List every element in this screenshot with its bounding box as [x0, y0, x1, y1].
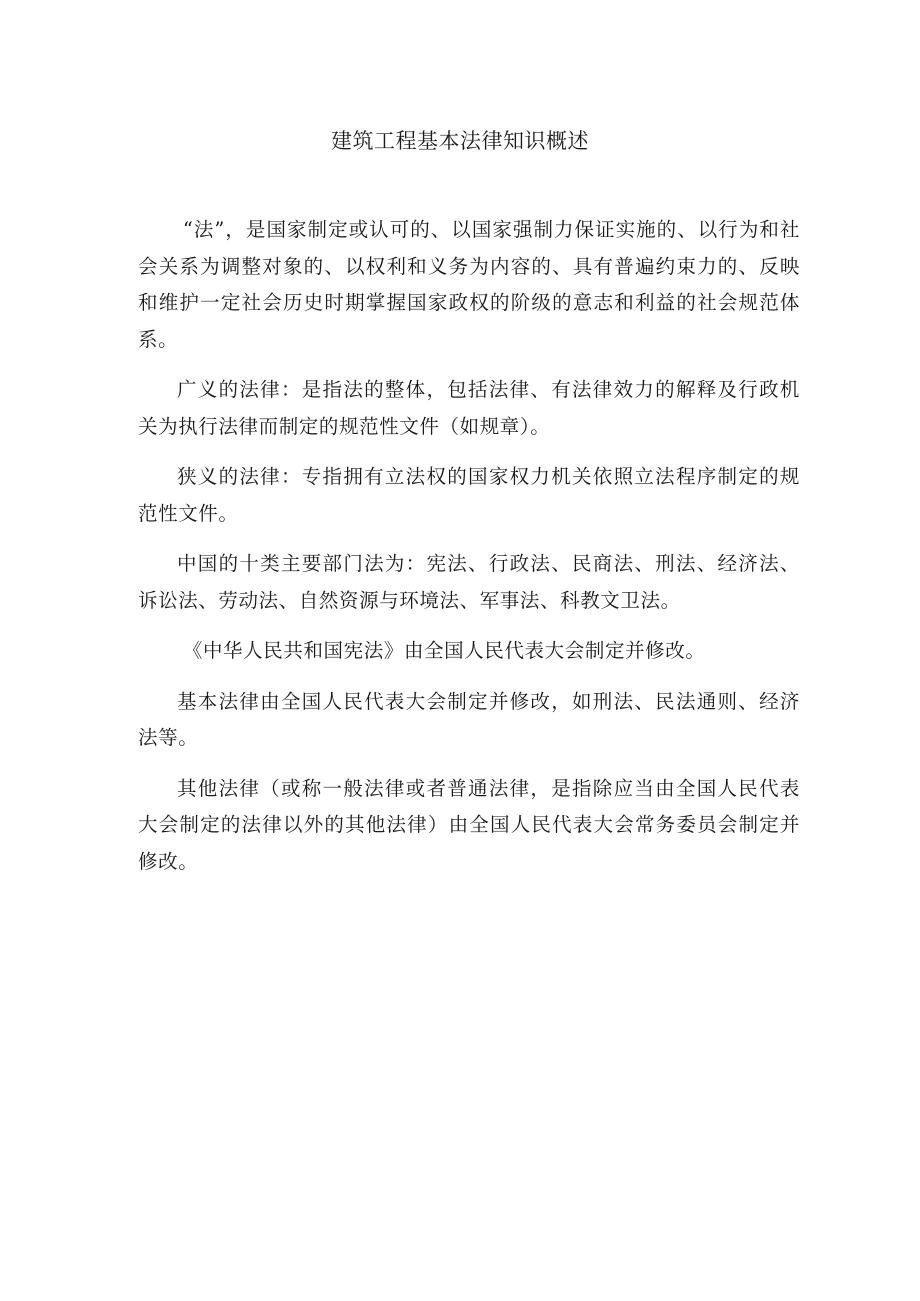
paragraph-department-laws: 中国的十类主要部门法为：宪法、行政法、民商法、刑法、经济法、诉讼法、劳动法、自然资源与环境法、军事法、科教文卫法。: [138, 552, 800, 612]
document-body: [138, 212, 800, 894]
paragraph-law-definition: “法”，是国家制定或认可的、以国家强制力保证实施的、以行为和社会关系为调整对象的、以权利和义务为内容的、具有普遍约束力的、反映和维护一定社会历史时期掌握国家政权的阶级的意志和利益的社会规范体系。: [138, 218, 800, 351]
paragraph-basic-law: 基本法律由全国人民代表大会制定并修改，如刑法、民法通则、经济法等。: [138, 689, 800, 749]
document-title: 建筑工程基本法律知识概述: [331, 129, 589, 153]
paragraph-constitution: 《中华人民共和国宪法》由全国人民代表大会制定并修改。: [182, 639, 706, 662]
paragraph-narrow-law: 狭义的法律：专指拥有立法权的国家权力机关依照立法程序制定的规范性文件。: [138, 465, 800, 525]
paragraph-other-law: 其他法律（或称一般法律或者普通法律，是指除应当由全国人民代表大会制定的法律以外的其他法律）由全国人民代表大会常务委员会制定并修改。: [138, 776, 800, 873]
paragraph-broad-law: 广义的法律：是指法的整体，包括法律、有法律效力的解释及行政机关为执行法律而制定的规范性文件（如规章）。: [138, 378, 800, 438]
